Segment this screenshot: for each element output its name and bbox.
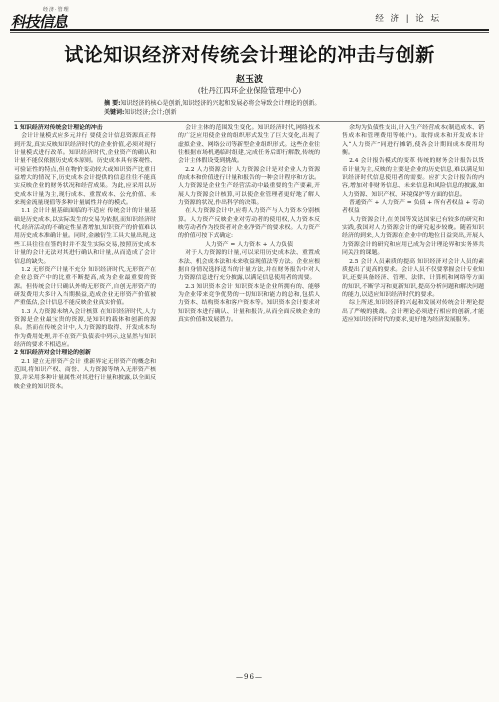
body-paragraph: 会计计量模式应多元并行 要使会计信息资源真正得到开发,真实反映知识经济时代的企业价值,必须对现行计量模式进行改革。知识经济时代,企业资产的确认和计量不能仅依据历史成本原则。历史成本具有客观性、可验证性的特点,但在物价变动较大或知识资产比重日益增大的情况下,历史成本会计提供的信息往往不能真实反映企业的财务状况和经营成果。为此,应采用以历史成本计量为主,现行成本、重置成本、公允价值、未来现金流量现值等多种计量属性并存的模式。 <box>14 133 156 207</box>
body-paragraph: 2.5 会计人员素质的提高 知识经济对会计人员的素质提出了更高的要求。会计人员不仅要掌握会计专业知识,还要具备经济、管理、法律、计算机和网络等方面的知识,不断学习和更新知识,提高分析问题和解决问题的能力,以适应知识经济时代的要求。 <box>342 258 484 298</box>
journal-logo <box>9 6 98 31</box>
body-paragraph: 对于人力资源的计量,可以采用历史成本法、重置成本法、机会成本法和未来收益现值法等方法。企业应根据自身情况选择适当的计量方法,并在财务报告中对人力资源信息进行充分披露,以满足信息使用者的需要。 <box>178 250 320 282</box>
article-title: 试论知识经济对传统会计理论的冲击与创新 <box>64 44 435 66</box>
abstract-line <box>104 100 404 109</box>
abstract-label: 摘 要: <box>104 100 121 107</box>
keywords-line <box>104 109 404 118</box>
section-label: 经 济 | 论 坛 <box>375 14 441 24</box>
body-paragraph: 会计主体的范围发生变化。知识经济时代,网络技术的广泛应用使企业的组织形式发生了巨大变化,出现了虚拟企业、网络公司等新型企业组织形式。这些企业往往根据市场机遇临时组建,完成任务后即行解散,传统的会计主体假设受到挑战。 <box>178 125 320 165</box>
text-column-2 <box>178 124 320 664</box>
body-paragraph: 2.4 会计报告模式的变革 传统的财务会计报告以货币计量为主,反映的主要是企业的历史信息,难以满足知识经济时代信息使用者的需要。应扩大会计报告的内容,增加对非财务信息、未来信息和风险信息的披露,如人力资源、知识产权、环境保护等方面的信息。 <box>342 158 484 198</box>
header-rule-thin <box>10 32 489 33</box>
logo-title: 科技信息 <box>9 13 70 31</box>
section-heading: 2 知识经济对会计理论的创新 <box>14 350 91 357</box>
body-paragraph: 人力资源会计,在美国等发达国家已有较多的研究和实践,我国对人力资源会计的研究起步较晚。随着知识经济的到来,人力资源在企业中的地位日益突出,开展人力资源会计的研究和应用已成为会计理论界和实务界共同关注的课题。 <box>342 216 484 257</box>
text-column-1 <box>14 124 156 664</box>
body-paragraph: 1.1 会计计量基础面临的不适应 传统会计的计量基础是历史成本,以实际发生的交易为依据,而知识经济时代,经济活动的不确定性显著增加,知识资产的价值难以用历史成本准确计量。同时,金融衍生工具大量出现,这些工具往往在签约时并不发生实际交易,按照历史成本计量的会计无法对其进行确认和计量,从而造成了会计信息的缺失。 <box>14 208 156 265</box>
body-paragraph: 1.3 人力资源未纳入会计核算 在知识经济时代,人力资源是企业最宝贵的资源,是知识的载体和创新的源泉。然而在传统会计中,人力资源的取得、开发成本均作为费用处理,并不在资产负债表中列示,这显然与知识经济的要求不相适应。 <box>14 308 156 348</box>
body-paragraph: 2.1 建立无形资产会计 重新界定无形资产的概念和范围,将知识产权、商誉、人力资源等纳入无形资产核算,并采用多种计量属性对其进行计量和披露,以全面反映企业的知识资本。 <box>14 358 156 390</box>
author-affiliation: (牡丹江四环企业保险管理中心) <box>197 86 302 95</box>
article-author: 赵玉波 <box>235 75 263 85</box>
body-paragraph: 在人力资源会计中,应将人力资产与人力资本分别核算。人力资产反映企业对劳动者的使用权,人力资本反映劳动者作为投资者对企业净资产的要求权。人力资产的价值可按下式确定: <box>178 208 320 240</box>
abstract-block <box>104 100 404 117</box>
body-paragraph: 普通资产 + 人力资产 = 负债 + 所有者权益 + 劳动者权益 <box>342 200 484 215</box>
page-header <box>10 4 489 30</box>
section-heading: 1 知识经济对传统会计理论的冲击 <box>14 125 103 131</box>
text-column-3 <box>342 124 484 664</box>
header-rule <box>10 29 489 31</box>
body-paragraph: 余均为负债性支出,计入生产经营成本(制造成本、销售成本和管理费用等帐户)。取得成本和开发成本计入“人力资产”同进行摊销,使各会计期间成本费用均衡。 <box>342 125 484 157</box>
keywords-label: 关键词: <box>104 108 125 116</box>
body-paragraph: 2.3 知识资本会计 知识资本是企业所拥有的、能够为企业带来竞争优势的一切知识和能力的总和,包括人力资本、结构资本和客户资本等。知识资本会计要求对知识资本进行确认、计量和报告,从而全面反映企业的真实价值和发展潜力。 <box>178 283 320 323</box>
body-paragraph: 综上所述,知识经济的兴起和发展对传统会计理论提出了严峻的挑战。会计理论必须进行相应的创新,才能适应知识经济时代的要求,更好地为经济发展服务。 <box>342 300 484 323</box>
abstract-divider <box>14 121 485 122</box>
body-paragraph: 2.2 人力资源会计 人力资源会计是对企业人力资源的成本和价值进行计量和报告的一种会计程序和方法。人力资源是企业生产经营活动中最重要的生产要素,开展人力资源会计核算,可以使企业管理者更好地了解人力资源的状况,作出科学的决策。 <box>178 166 320 207</box>
keywords-text: 知识经济;会计;创新 <box>124 108 177 116</box>
page-number: —96— <box>236 673 263 681</box>
abstract-text: 知识经济的核心是创新,知识经济的兴起和发展必将会导致会计理论的创新。 <box>120 100 321 107</box>
logo-subtitle: 经济·管理 <box>43 7 70 13</box>
body-paragraph: 1.2 无形资产计量不充分 知识经济时代,无形资产在企业总资产中的比重不断提高,成为企业最重要的资源。但传统会计只确认外购无形资产,自创无形资产的研发费用大多计入当期损益,造成企业无形资产价值被严重低估,会计信息不能反映企业真实价值。 <box>14 266 156 307</box>
formula: 人力资产 = 人力资本 + 人力负债 <box>204 241 294 248</box>
